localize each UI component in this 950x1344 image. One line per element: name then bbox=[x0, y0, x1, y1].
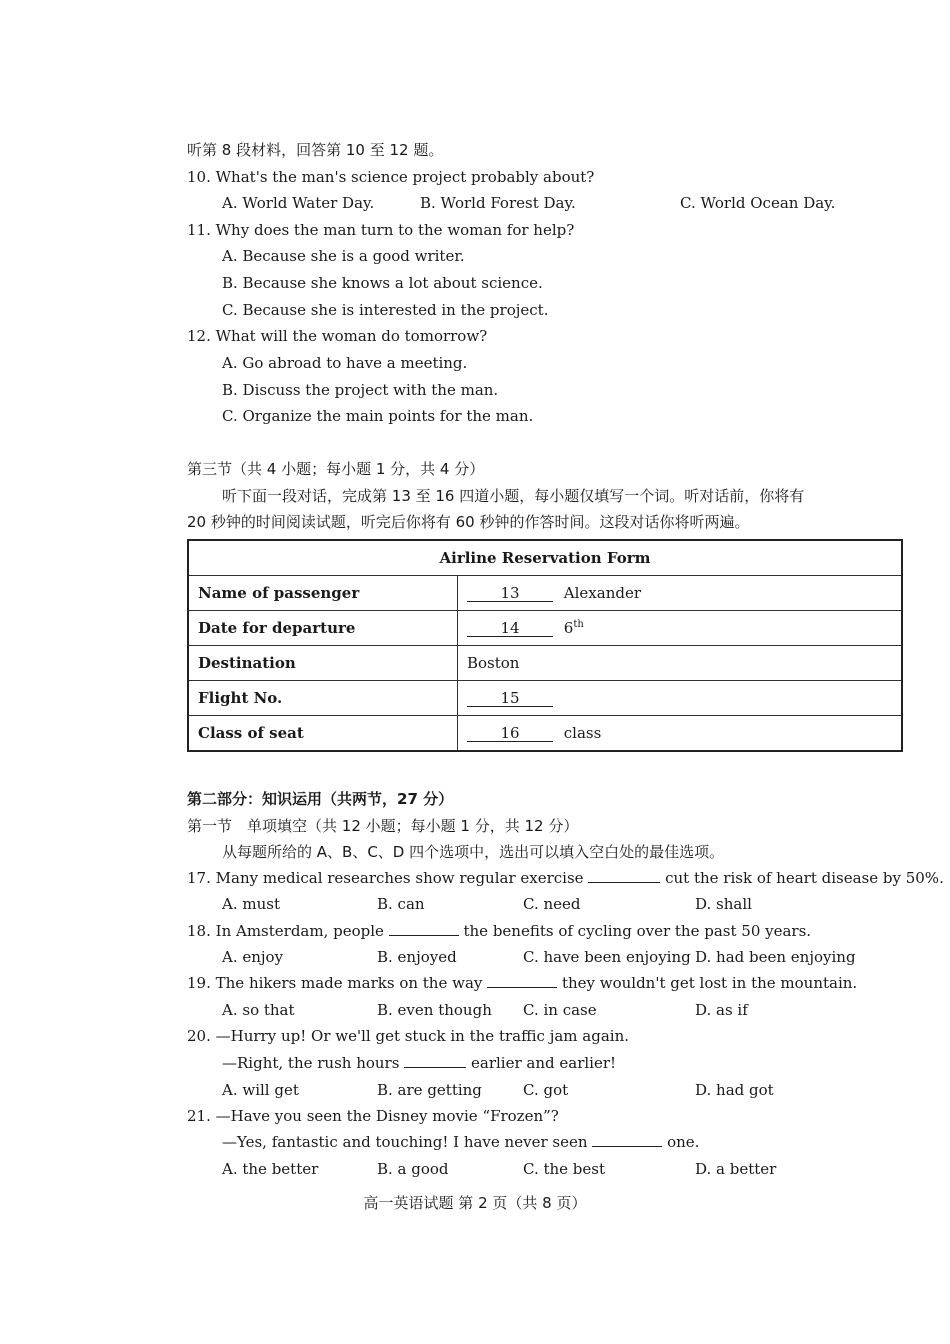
option-d: D. as if bbox=[695, 1001, 748, 1019]
answer-blank[interactable] bbox=[404, 1053, 466, 1068]
option-a: A. Go abroad to have a meeting. bbox=[222, 354, 468, 372]
question-stem-post: one. bbox=[667, 1133, 700, 1151]
question-21-line-2 bbox=[222, 1132, 699, 1152]
question-11 bbox=[187, 220, 574, 240]
option-a: A. enjoy bbox=[222, 948, 284, 966]
question-stem-pre: In Amsterdam, people bbox=[215, 922, 384, 940]
form-label: Destination bbox=[188, 646, 458, 681]
part2-instruction: 从每题所给的 A、B、C、D 四个选项中，选出可以填入空白处的最佳选项。 bbox=[222, 843, 725, 861]
question-number: 20. bbox=[187, 1027, 211, 1045]
question-19 bbox=[187, 973, 857, 993]
option-b: B. Because she knows a lot about science. bbox=[222, 274, 543, 292]
form-title: Airline Reservation Form bbox=[188, 540, 902, 576]
form-value-cell bbox=[458, 611, 903, 646]
option-a: A. World Water Day. bbox=[222, 194, 375, 212]
form-label: Date for departure bbox=[188, 611, 458, 646]
option-a: A. so that bbox=[222, 1001, 295, 1019]
page-footer: 高一英语试题 第 2 页（共 8 页） bbox=[363, 1194, 587, 1212]
question-21 bbox=[187, 1106, 559, 1126]
option-b: B. World Forest Day. bbox=[420, 194, 576, 212]
form-row bbox=[188, 646, 902, 681]
option-a: A. must bbox=[222, 895, 280, 913]
form-value: Alexander bbox=[563, 584, 642, 602]
question-stem: What's the man's science project probably about? bbox=[215, 168, 595, 186]
option-b: B. Discuss the project with the man. bbox=[222, 381, 499, 399]
question-stem: What will the woman do tomorrow? bbox=[215, 327, 488, 345]
question-stem-post: the benefits of cycling over the past 50 years. bbox=[463, 922, 812, 940]
form-value: Boston bbox=[467, 654, 520, 672]
form-row bbox=[188, 716, 902, 752]
dialogue-line-1: —Hurry up! Or we'll get stuck in the traffic jam again. bbox=[215, 1027, 630, 1045]
option-a: A. Because she is a good writer. bbox=[222, 247, 465, 265]
superscript: th bbox=[573, 619, 584, 630]
form-value: 6 bbox=[563, 619, 574, 637]
instruction-line-2: 20 秒钟的时间阅读试题，听完后你将有 60 秒钟的作答时间。这段对话你将听两遍。 bbox=[187, 513, 750, 531]
option-c: C. World Ocean Day. bbox=[680, 194, 836, 212]
option-c: C. got bbox=[523, 1081, 569, 1099]
option-c: C. have been enjoying bbox=[523, 948, 691, 966]
option-c: C. Organize the main points for the man. bbox=[222, 407, 534, 425]
answer-blank[interactable] bbox=[389, 921, 459, 936]
question-stem-post: earlier and earlier! bbox=[471, 1054, 617, 1072]
part2-subheading: 第一节 单项填空（共 12 小题；每小题 1 分，共 12 分） bbox=[187, 817, 579, 835]
answer-blank[interactable] bbox=[592, 1132, 662, 1147]
option-b: B. are getting bbox=[377, 1081, 482, 1099]
section-heading-part3: 第三节（共 4 小题；每小题 1 分，共 4 分） bbox=[187, 460, 485, 478]
question-20-line-2 bbox=[222, 1053, 616, 1073]
question-stem: Why does the man turn to the woman for help? bbox=[215, 221, 575, 239]
option-b: B. a good bbox=[377, 1160, 449, 1178]
option-a: A. will get bbox=[222, 1081, 299, 1099]
answer-blank[interactable] bbox=[588, 868, 660, 883]
question-17 bbox=[187, 868, 944, 888]
question-number: 21. bbox=[187, 1107, 211, 1125]
question-number: 10. bbox=[187, 168, 211, 186]
answer-blank[interactable] bbox=[487, 973, 557, 988]
form-value-cell bbox=[458, 646, 903, 681]
question-stem-post: they wouldn't get lost in the mountain. bbox=[561, 974, 858, 992]
option-b: B. even though bbox=[377, 1001, 492, 1019]
form-value-cell bbox=[458, 681, 903, 716]
question-12 bbox=[187, 326, 487, 346]
option-c: C. need bbox=[523, 895, 581, 913]
option-c: C. the best bbox=[523, 1160, 606, 1178]
form-label: Name of passenger bbox=[188, 576, 458, 611]
question-20 bbox=[187, 1026, 629, 1046]
part2-heading: 第二部分：知识运用（共两节，27 分） bbox=[187, 790, 454, 808]
option-a: A. the better bbox=[222, 1160, 319, 1178]
answer-blank-13[interactable]: 13 bbox=[467, 585, 553, 602]
form-value: class bbox=[563, 724, 602, 742]
option-c: C. Because she is interested in the project. bbox=[222, 301, 549, 319]
question-number: 11. bbox=[187, 221, 211, 239]
section-heading-q10-12: 听第 8 段材料，回答第 10 至 12 题。 bbox=[187, 141, 444, 159]
question-stem-pre: Many medical researches show regular exercise bbox=[215, 869, 584, 887]
form-row bbox=[188, 611, 902, 646]
dialogue-line-1: —Have you seen the Disney movie “Frozen”? bbox=[215, 1107, 559, 1125]
form-value-cell bbox=[458, 576, 903, 611]
question-stem-pre: —Right, the rush hours bbox=[222, 1054, 400, 1072]
option-d: D. had been enjoying bbox=[695, 948, 856, 966]
question-stem-pre: The hikers made marks on the way bbox=[215, 974, 483, 992]
answer-blank-16[interactable]: 16 bbox=[467, 725, 553, 742]
option-b: B. can bbox=[377, 895, 425, 913]
instruction-line-1: 听下面一段对话，完成第 13 至 16 四道小题，每小题仅填写一个词。听对话前，你将有 bbox=[222, 487, 805, 505]
option-c: C. in case bbox=[523, 1001, 597, 1019]
form-value-cell bbox=[458, 716, 903, 752]
question-stem-pre: —Yes, fantastic and touching! I have never seen bbox=[222, 1133, 588, 1151]
form-row bbox=[188, 681, 902, 716]
form-label: Flight No. bbox=[188, 681, 458, 716]
form-label: Class of seat bbox=[188, 716, 458, 752]
option-d: D. had got bbox=[695, 1081, 774, 1099]
option-d: D. shall bbox=[695, 895, 752, 913]
question-18 bbox=[187, 921, 811, 941]
option-b: B. enjoyed bbox=[377, 948, 457, 966]
form-row bbox=[188, 576, 902, 611]
question-number: 19. bbox=[187, 974, 211, 992]
question-number: 17. bbox=[187, 869, 211, 887]
question-stem-post: cut the risk of heart disease by 50%. bbox=[665, 869, 944, 887]
question-number: 18. bbox=[187, 922, 211, 940]
airline-reservation-form bbox=[187, 539, 903, 752]
answer-blank-14[interactable]: 14 bbox=[467, 620, 553, 637]
answer-blank-15[interactable]: 15 bbox=[467, 690, 553, 707]
option-d: D. a better bbox=[695, 1160, 777, 1178]
question-number: 12. bbox=[187, 327, 211, 345]
question-10 bbox=[187, 167, 594, 187]
